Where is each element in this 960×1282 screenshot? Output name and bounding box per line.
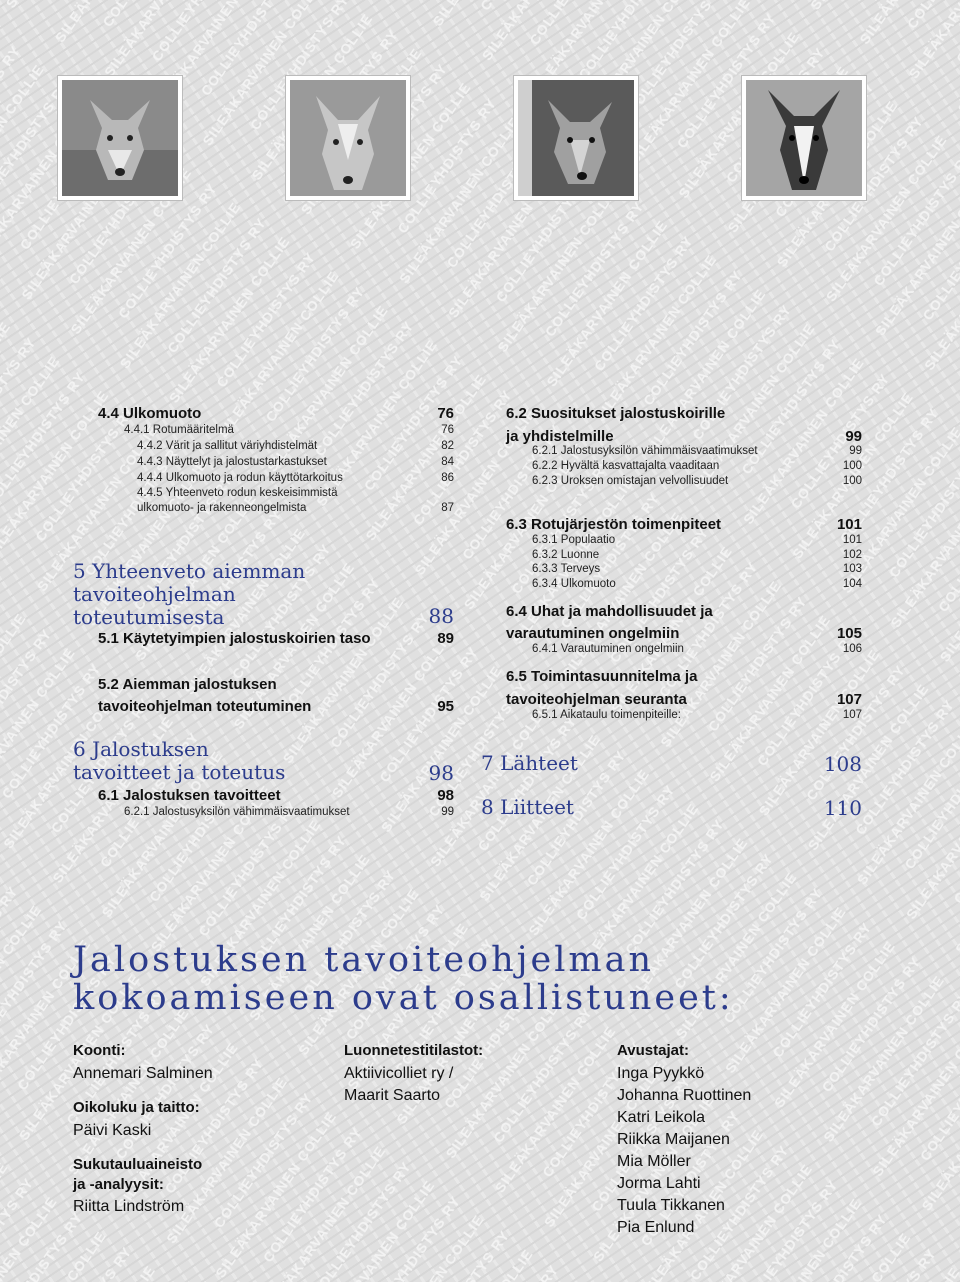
toc-entry-4-4-5-line2[interactable]: ulkomuoto- ja rakenneongelmista [137, 502, 307, 514]
koonti-name: Annemari Salminen [73, 1065, 213, 1082]
toc-entry-6-2-1[interactable]: 6.2.1 Jalostusyksilön vähimmäisvaatimukset [532, 445, 758, 457]
dog-photo-1 [58, 76, 182, 200]
toc-entry-4-4-3[interactable]: 4.4.3 Näyttelyt ja jalostustarkastukset [137, 456, 327, 468]
koonti-label: Koonti: [73, 1042, 126, 1059]
toc-entry-6-2-3[interactable]: 6.2.3 Uroksen omistajan velvollisuudet [532, 475, 729, 487]
page-number: 102 [842, 549, 862, 561]
avustaja-name: Tuula Tikkanen [617, 1197, 725, 1214]
dog-photo-3 [514, 76, 638, 200]
toc-entry-6-3-4[interactable]: 6.3.4 Ulkomuoto [532, 578, 616, 590]
page-number: 76 [437, 405, 454, 422]
page-number: 101 [836, 516, 862, 533]
luonnetesti-line2: Maarit Saarto [344, 1087, 441, 1104]
avustaja-name: Mia Möller [617, 1153, 691, 1170]
chapter-8-title[interactable]: 8 Liitteet [481, 795, 574, 819]
toc-entry-6-5-1[interactable]: 6.5.1 Aikataulu toimenpiteille: [532, 709, 681, 721]
page-number: 95 [437, 698, 454, 715]
toc-entry-4-4-4[interactable]: 4.4.4 Ulkomuoto ja rodun käyttötarkoitus [137, 472, 343, 484]
page-number: 107 [842, 709, 862, 721]
page-number: 99 [845, 428, 862, 445]
page-number: 106 [842, 643, 862, 655]
page-number: 87 [441, 502, 454, 514]
chapter-5-page: 88 [428, 604, 454, 628]
toc-entry-6-3-1[interactable]: 6.3.1 Populaatio [532, 534, 616, 546]
toc-entry-5-2[interactable]: 5.2 Aiemman jalostuksen [98, 676, 277, 693]
taitto-label: Oikoluku ja taitto: [73, 1099, 200, 1116]
toc-entry-5-2-line2[interactable]: tavoiteohjelman toteutuminen [98, 698, 312, 715]
toc-entry-6-5[interactable]: 6.5 Toimintasuunnitelma ja [506, 668, 698, 685]
avustaja-name: Jorma Lahti [617, 1175, 701, 1192]
credits-column-1 [73, 1042, 213, 1218]
dog-photo-2 [286, 76, 410, 200]
toc-entry-4-4-2[interactable]: 4.4.2 Värit ja sallitut väriyhdistelmät [137, 440, 318, 452]
avustaja-name: Johanna Ruottinen [617, 1087, 752, 1104]
toc-entry-6-4-line2[interactable]: varautuminen ongelmiin [506, 625, 680, 642]
toc-entry-6-3-2[interactable]: 6.3.2 Luonne [532, 549, 600, 561]
toc-entry-6-4[interactable]: 6.4 Uhat ja mahdollisuudet ja [506, 603, 713, 620]
toc-entry-4-4[interactable]: 4.4 Ulkomuoto [98, 405, 202, 422]
page-number: 99 [849, 445, 862, 457]
page-number: 89 [437, 630, 454, 647]
avustaja-name: Inga Pyykkö [617, 1065, 705, 1082]
toc-entry-6-2-2[interactable]: 6.2.2 Hyvältä kasvattajalta vaaditaan [532, 460, 720, 472]
taitto-name: Päivi Kaski [73, 1122, 152, 1139]
avustajat-list [617, 1063, 751, 1239]
avustaja-name: Katri Leikola [617, 1109, 706, 1126]
chapter-7-page: 108 [823, 752, 862, 776]
chapter-6-title[interactable]: 6 Jalostuksen tavoitteet ja toteutus [73, 737, 286, 784]
avustajat-label: Avustajat: [617, 1042, 689, 1059]
page-number: 101 [842, 534, 862, 546]
toc-entry-6-4-1[interactable]: 6.4.1 Varautuminen ongelmiin [532, 643, 684, 655]
page-number: 107 [836, 691, 862, 708]
avustaja-name: Pia Enlund [617, 1219, 695, 1236]
toc-entry-5-1[interactable]: 5.1 Käytetyimpien jalostuskoirien taso [98, 630, 371, 647]
credits-heading-line1: Jalostuksen tavoiteohjelman [73, 940, 654, 980]
page-number: 103 [842, 563, 862, 575]
suku-name: Riitta Lindström [73, 1198, 185, 1215]
toc-entry-6-3[interactable]: 6.3 Rotujärjestön toimenpiteet [506, 516, 722, 533]
page-number: 100 [842, 460, 862, 472]
credits-column-2 [344, 1042, 483, 1107]
suku-label-line2: ja -analyysit: [73, 1176, 164, 1193]
toc-entry-6-1[interactable]: 6.1 Jalostuksen tavoitteet [98, 787, 281, 804]
suku-label: Sukutauluaineisto [73, 1156, 203, 1173]
page-number: 104 [842, 578, 862, 590]
chapter-8-page: 110 [823, 796, 862, 820]
page-number: 100 [842, 475, 862, 487]
page-number: 84 [441, 456, 454, 468]
chapter-5-title[interactable]: 5 Yhteenveto aiemman tavoiteohjelman toteutumisesta [73, 559, 306, 629]
luonnetesti-line1: Aktiivicolliet ry / [344, 1065, 454, 1082]
toc-entry-6-2[interactable]: 6.2 Suositukset jalostuskoirille [506, 405, 726, 422]
page-number: 99 [441, 806, 454, 818]
dog-photo-4 [742, 76, 866, 200]
toc-entry-6-2-1[interactable]: 6.2.1 Jalostusyksilön vähimmäisvaatimukset [124, 806, 350, 818]
luonnetesti-label: Luonnetestitilastot: [344, 1042, 484, 1059]
chapter-7-title[interactable]: 7 Lähteet [481, 751, 578, 775]
toc-entry-4-4-5[interactable]: 4.4.5 Yhteenveto rodun keskeisimmistä [137, 487, 338, 499]
toc-entry-6-5-line2[interactable]: tavoiteohjelman seuranta [506, 691, 687, 708]
toc-entry-6-3-3[interactable]: 6.3.3 Terveys [532, 563, 601, 575]
credits-heading-line2: kokoamiseen ovat osallistuneet: [73, 978, 734, 1018]
toc-entry-4-4-1[interactable]: 4.4.1 Rotumääritelmä [124, 424, 234, 436]
page-number: 98 [437, 787, 454, 804]
toc-entry-6-2-line2[interactable]: ja yhdistelmille [506, 428, 614, 445]
page-number: 76 [441, 424, 454, 436]
avustaja-name: Riikka Maijanen [617, 1131, 730, 1148]
page-number: 82 [441, 440, 454, 452]
page-number: 86 [441, 472, 454, 484]
page-number: 105 [836, 625, 862, 642]
credits-column-3 [617, 1042, 751, 1239]
chapter-6-page: 98 [428, 761, 454, 785]
